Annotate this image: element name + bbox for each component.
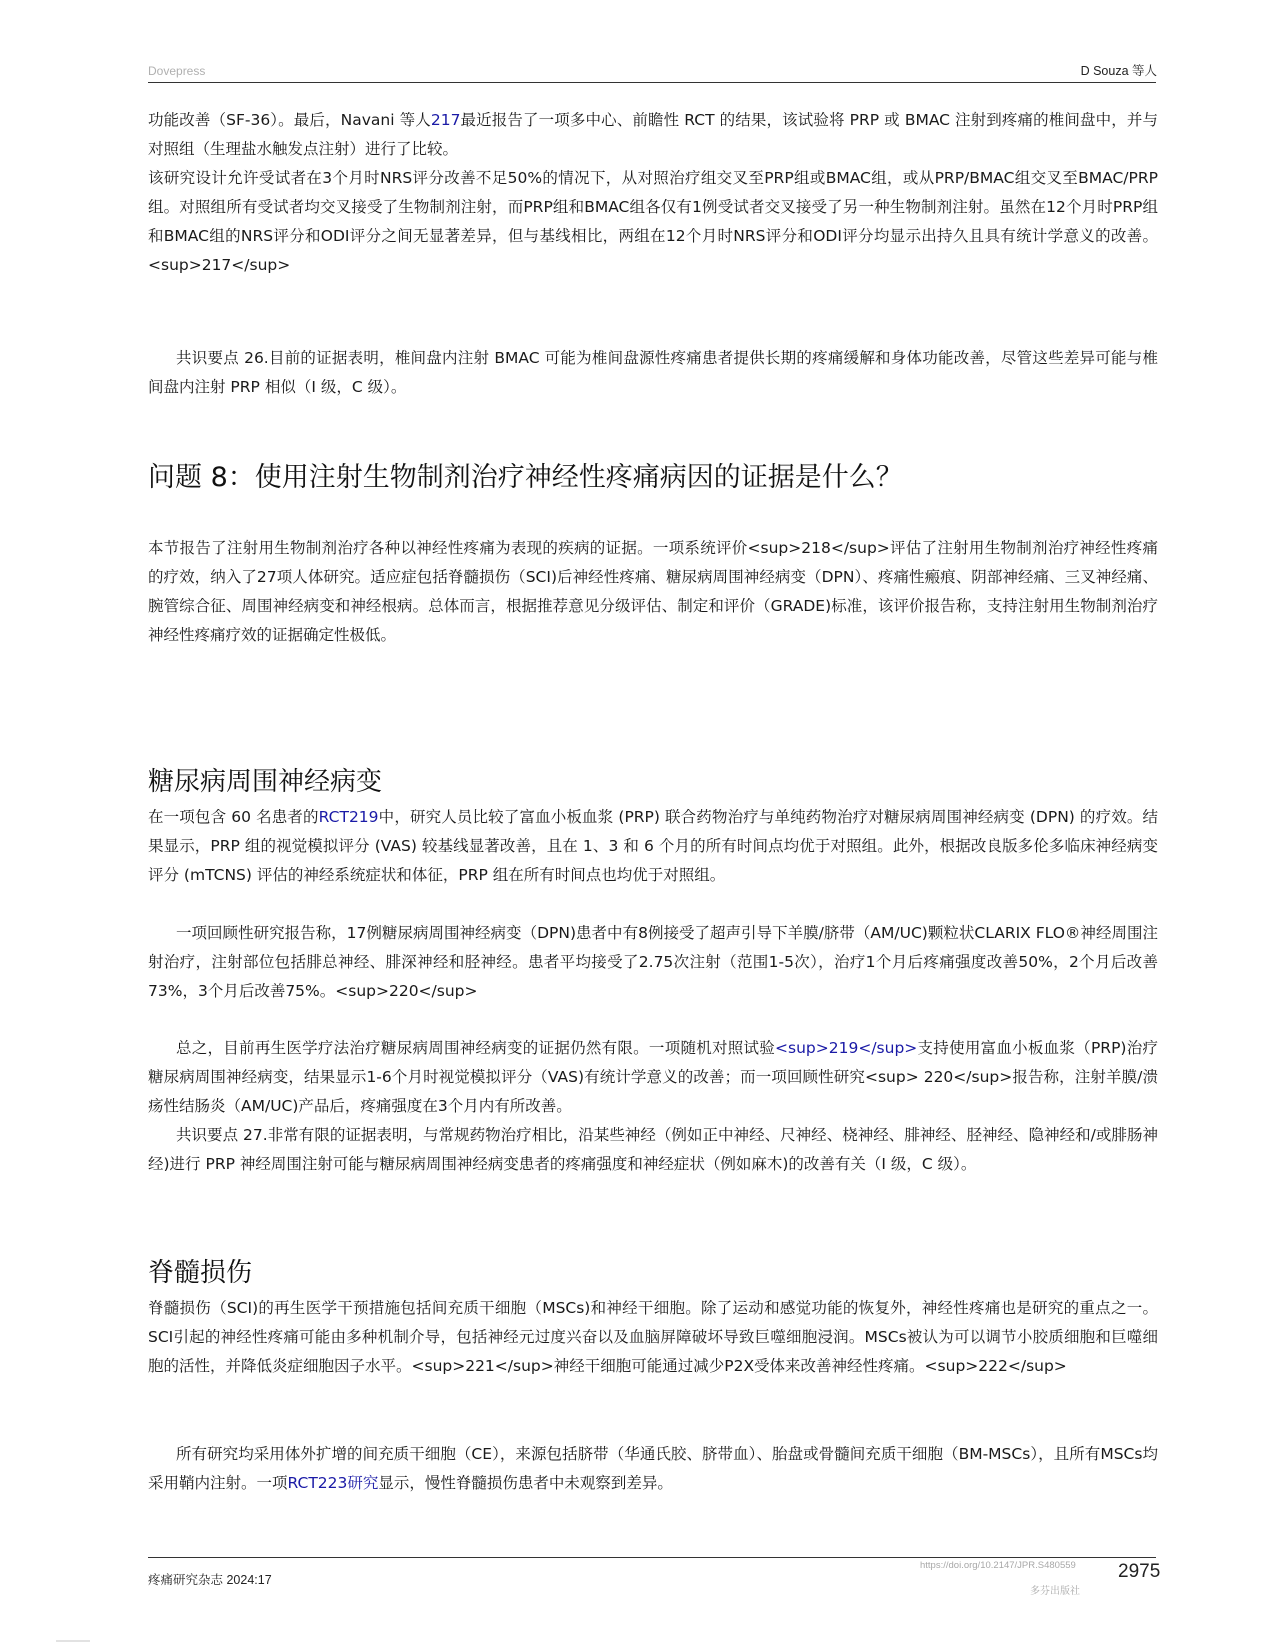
corner-mark [56,1640,90,1642]
sci-msc-paragraph: 所有研究均采用体外扩增的间充质干细胞（CE），来源包括脐带（华通氏胶、脐带血）、胎盘或骨髓间充质干细胞（BM-MSCs），且所有MSCs均采用鞘内注射。一项RCT223研究显示，慢性脊髓损伤患者中未观察到差异。 [148,1445,1158,1492]
footer-rule [148,1557,1156,1558]
dpn-heading: 糖尿病周围神经病变 [148,767,383,797]
dpn-summary: 总之，目前再生医学疗法治疗糖尿病周围神经病变的证据仍然有限。一项随机对照试验<sup>219</sup>支持使用富血小板血浆（PRP)治疗糖尿病周围神经病变，结果显示1-6个月时视觉模拟评分（VAS)有统计学意义的改善；而一项回顾性研究<sup> 220</sup>报告称，注射羊膜/溃疡性结肠炎（AM/UC)产品后，疼痛强度在3个月内有所改善。 [148,1039,1158,1115]
reference-link-219[interactable]: <sup>219</sup> [775,1039,918,1057]
dpn-retrospective-paragraph: 一项回顾性研究报告称，17例糖尿病周围神经病变（DPN)患者中有8例接受了超声引导下羊膜/脐带（AM/UC)颗粒状CLARIX FLO®神经周围注射治疗，注射部位包括腓总神经、腓深神经和胫神经。患者平均接受了2.75次注射（范围1-5次），治疗1个月后疼痛强度改善50%，2个月后改善73%，3个月后改善75%。<sup>220</sup> [148,924,1158,1000]
consensus-point-26: 共识要点 26.目前的证据表明，椎间盘内注射 BMAC 可能为椎间盘源性疼痛患者提供长期的疼痛缓解和身体功能改善，尽管这些差异可能与椎间盘内注射 PRP 相似（I 级，C 级）。 [148,349,1158,396]
footer-publisher: 多芬出版社 [1030,1586,1080,1597]
question-8-intro: 本节报告了注射用生物制剂治疗各种以神经性疼痛为表现的疾病的证据。一项系统评价<sup>218</sup>评估了注射用生物制剂治疗神经性疼痛的疗效，纳入了27项人体研究。适应症包括脊髓损伤（SCI)后神经性疼痛、糖尿病周围神经病变（DPN）、疼痛性瘢痕、阴部神经痛、三叉神经痛、腕管综合征、周围神经病变和神经根病。总体而言，根据推荐意见分级评估、制定和评价（GRADE)标准，该评价报告称，支持注射用生物制剂治疗神经性疼痛疗效的证据确定性极低。 [148,539,1158,644]
footer-journal: 疼痛研究杂志 2024:17 [148,1573,272,1587]
reference-link-rct219[interactable]: RCT219 [318,808,379,826]
consensus-point-27: 共识要点 27.非常有限的证据表明，与常规药物治疗相比，沿某些神经（例如正中神经、尺神经、桡神经、腓神经、胫神经、隐神经和/或腓肠神经)进行 PRP 神经周围注射可能与糖尿病周围神经病变患者的疼痛强度和神经症状（例如麻木)的改善有关（I 级，C 级）。 [148,1126,1158,1173]
page-number: 2975 [1118,1561,1161,1582]
reference-link-217[interactable]: 217 [430,111,461,129]
footer-doi-link[interactable]: https://doi.org/10.2147/JPR.S480559 [920,1560,1076,1571]
sci-heading: 脊髓损伤 [148,1258,253,1288]
opening-paragraphs [148,106,1158,280]
crossover-paragraph: 该研究设计允许受试者在3个月时NRS评分改善不足50%的情况下，从对照治疗组交叉至PRP组或BMAC组，或从PRP/BMAC组交叉至BMAC/PRP组。对照组所有受试者均交叉接受了生物制剂注射，而PRP组和BMAC组各仅有1例受试者交叉接受了另一种生物制剂注射。虽然在12个月时PRP组和BMAC组的NRS评分和ODI评分之间无显著差异，但与基线相比，两组在12个月时NRS评分和ODI评分均显示出持久且具有统计学意义的改善。<sup>217</sup> [148,169,1158,274]
header-rule [148,82,1156,83]
dpn-rct-paragraph: 在一项包含 60 名患者的RCT219中，研究人员比较了富血小板血浆 (PRP) 联合药物治疗与单纯药物治疗对糖尿病周围神经病变 (DPN) 的疗效。结果显示，PRP 组的视觉模拟评分 (VAS) 较基线显著改善，且在 1、3 和 6 个月的所有时间点均优于对照组。此外，根据改良版多伦多临床神经病变评分 (mTCNS) 评估的神经系统症状和体征，PRP 组在所有时间点也均优于对照组。 [148,808,1158,884]
navani-paragraph: 功能改善（SF-36）。最后，Navani 等人217最近报告了一项多中心、前瞻性 RCT 的结果，该试验将 PRP 或 BMAC 注射到疼痛的椎间盘中，并与对照组（生理盐水触发点注射）进行了比较。 [148,111,1158,158]
reference-link-rct223[interactable]: RCT223研究 [287,1474,379,1492]
author-header: D Souza 等人 [1080,64,1157,78]
journal-header: Dovepress [148,64,206,78]
sci-intro-paragraph: 脊髓损伤（SCI)的再生医学干预措施包括间充质干细胞（MSCs)和神经干细胞。除了运动和感觉功能的恢复外，神经性疼痛也是研究的重点之一。SCI引起的神经性疼痛可能由多种机制介导，包括神经元过度兴奋以及血脑屏障破坏导致巨噬细胞浸润。MSCs被认为可以调节小胶质细胞和巨噬细胞的活性，并降低炎症细胞因子水平。<sup>221</sup>神经干细胞可能通过减少P2X受体来改善神经性疼痛。<sup>222</sup> [148,1299,1158,1375]
dpn-summary-paragraphs [148,1034,1158,1179]
question-8-heading: 问题 8：使用注射生物制剂治疗神经性疼痛病因的证据是什么？ [148,462,903,493]
